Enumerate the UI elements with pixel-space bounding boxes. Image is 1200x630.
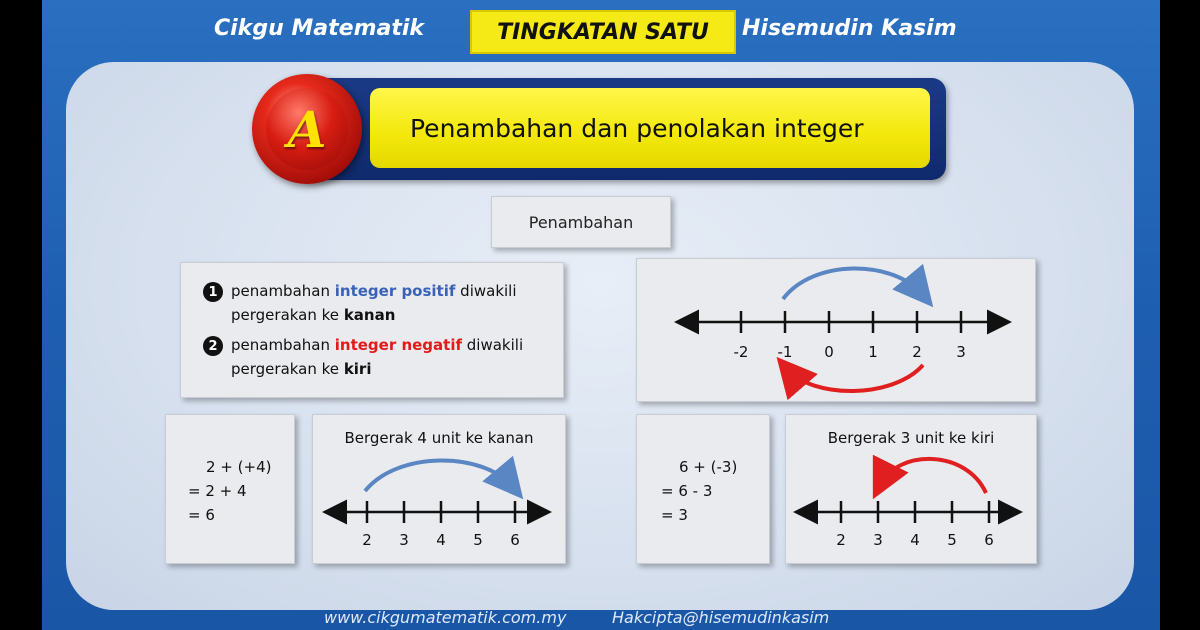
tick-label: 2 <box>912 343 922 361</box>
rule-text-post: diwakili <box>462 336 524 354</box>
rule-item <box>203 333 563 381</box>
calc-line: = 3 <box>661 506 688 524</box>
header-level-tab: TINGKATAN SATU <box>470 10 736 54</box>
header-author-name: Hisemudin Kasim <box>742 16 957 41</box>
tick-label: 0 <box>824 343 834 361</box>
rule-text <box>231 279 517 327</box>
rule-text-line2: pergerakan ke <box>231 360 344 378</box>
main-number-line <box>637 259 1037 403</box>
tick-label: 5 <box>947 531 957 549</box>
rule-number: 1 <box>203 282 223 302</box>
footer-url[interactable]: www.cikgumatematik.com.my <box>324 608 567 627</box>
tick-label: 2 <box>836 531 846 549</box>
example2-caption: Bergerak 3 unit ke kiri <box>827 429 995 447</box>
rule-text-line2: pergerakan ke <box>231 306 344 324</box>
main-number-line-box <box>636 258 1036 402</box>
example2-number-line <box>786 415 1038 565</box>
example1-number-line <box>313 415 567 565</box>
tick-label: 2 <box>362 531 372 549</box>
section-badge-letter: A <box>287 99 327 159</box>
arc-right-arrow <box>365 460 513 491</box>
tick-label: 3 <box>399 531 409 549</box>
header-author-site: Cikgu Matematik <box>214 16 425 41</box>
rule-text-post: diwakili <box>455 282 517 300</box>
example1-calculation <box>165 414 295 564</box>
tick-label: 1 <box>868 343 878 361</box>
rule-direction-left: kiri <box>343 360 372 378</box>
tick-label: -2 <box>733 343 749 361</box>
rule-highlight-positive: integer positif <box>334 282 456 300</box>
example1-number-line-box <box>312 414 566 564</box>
section-badge-inner <box>266 88 348 170</box>
tick-label: -1 <box>777 343 793 361</box>
tick-label: 6 <box>510 531 520 549</box>
tick-label: 3 <box>873 531 883 549</box>
tick-label: 3 <box>956 343 966 361</box>
calc-line: = 6 - 3 <box>661 482 713 500</box>
example2-calculation <box>636 414 770 564</box>
tick-label: 4 <box>436 531 446 549</box>
tick-label: 6 <box>984 531 994 549</box>
example2-number-line-box <box>785 414 1037 564</box>
arc-left-arrow <box>787 365 923 391</box>
calc-line: 2 + (+4) <box>206 458 272 476</box>
tick-label: 5 <box>473 531 483 549</box>
calc-line: = 6 <box>188 506 215 524</box>
footer-copyright: Hakcipta@hisemudinkasim <box>612 608 830 627</box>
rule-highlight-negative: integer negatif <box>334 336 462 354</box>
tick-label: 4 <box>910 531 920 549</box>
rules-box <box>180 262 564 398</box>
rule-direction-right: kanan <box>343 306 396 324</box>
arc-left-arrow <box>880 459 986 493</box>
title-banner <box>370 88 930 168</box>
rule-text-pre: penambahan <box>231 282 335 300</box>
rule-text <box>231 333 523 381</box>
calc-line: 6 + (-3) <box>679 458 738 476</box>
rule-number: 2 <box>203 336 223 356</box>
rule-text-pre: penambahan <box>231 336 335 354</box>
subtopic-button[interactable]: Penambahan <box>491 196 671 248</box>
rule-item <box>203 279 563 327</box>
calc-line: = 2 + 4 <box>188 482 247 500</box>
page-title: Penambahan dan penolakan integer <box>410 113 864 143</box>
arc-right-arrow <box>783 268 923 299</box>
example1-caption: Bergerak 4 unit ke kanan <box>344 429 534 447</box>
